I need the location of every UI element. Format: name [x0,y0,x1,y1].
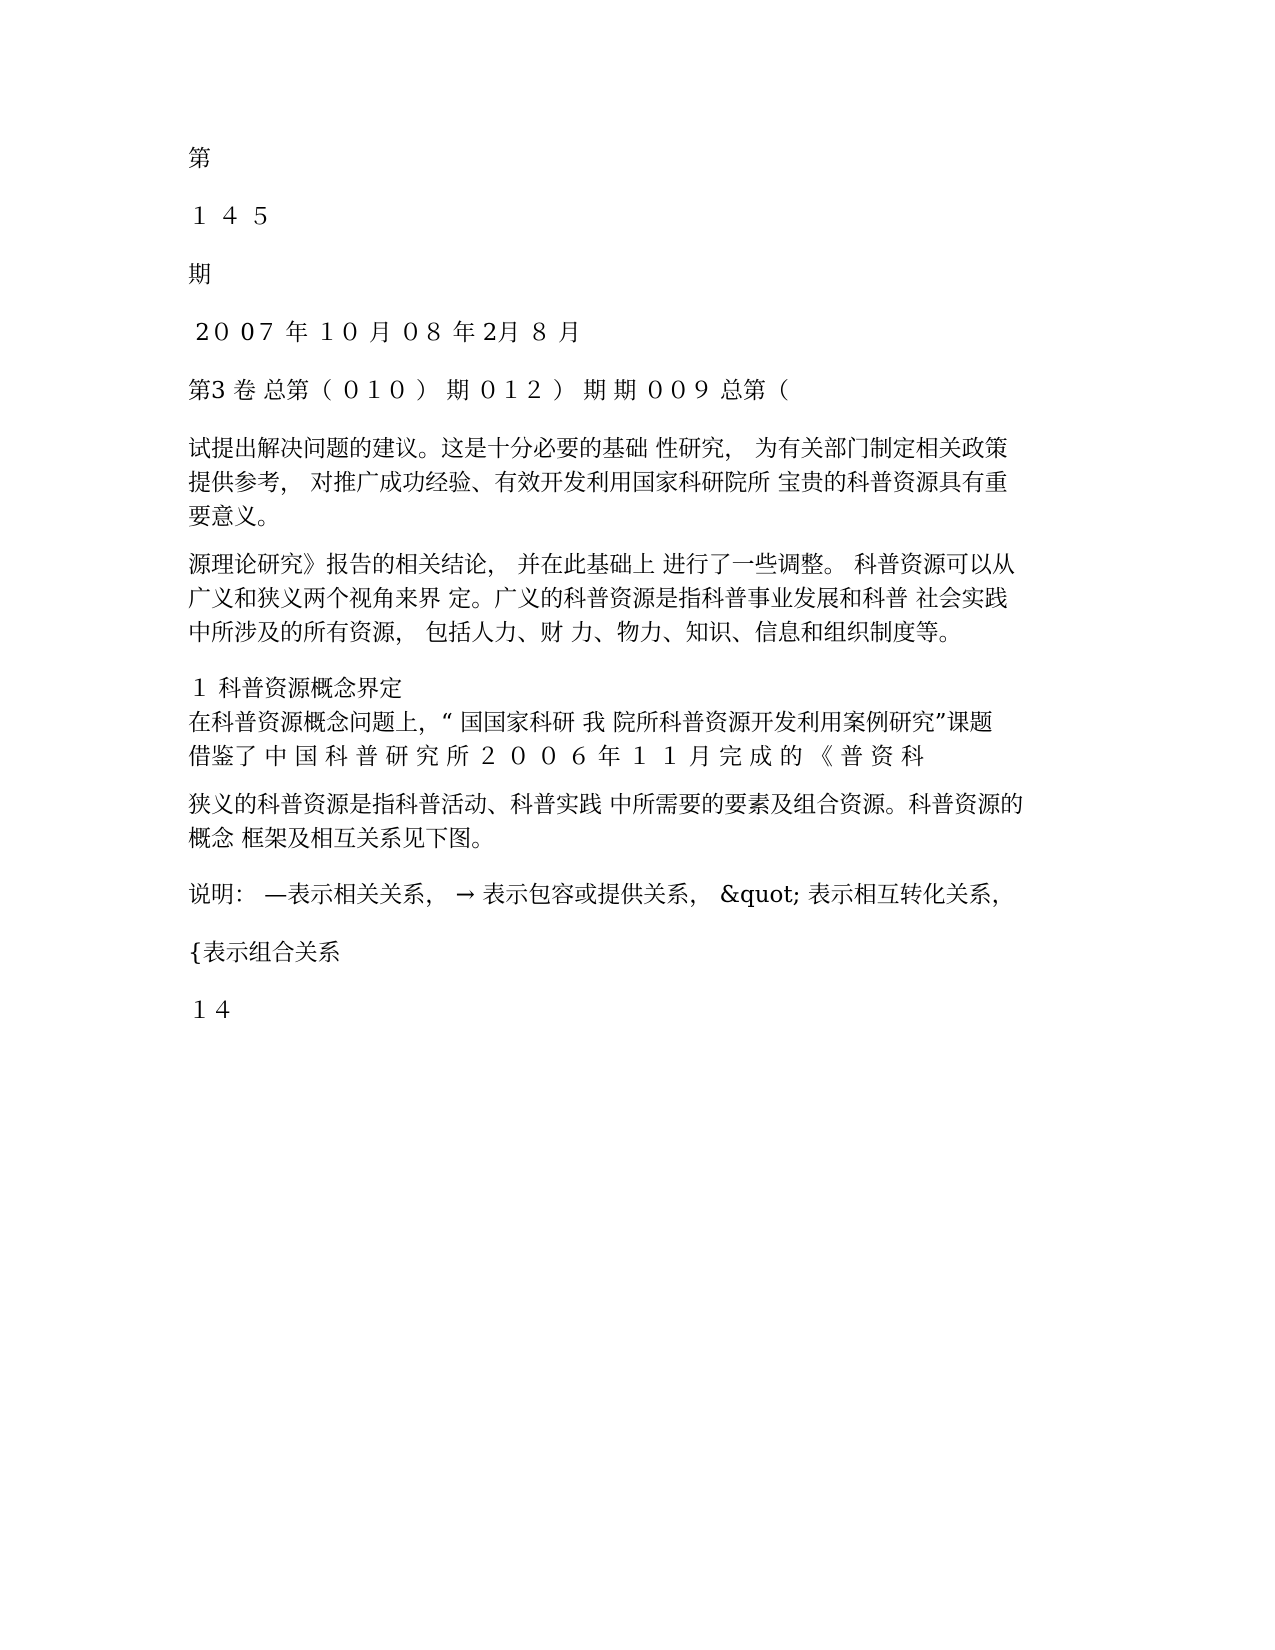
section-1-line: 在科普资源概念问题上，“ 国国家科研 我 院所科普资源开发利用案例研究”课题 [188,710,993,736]
paragraph-1-line: 提供参考， 对推广成功经验、有效开发利用国家科研院所 宝贵的科普资源具有重 [188,470,1008,496]
paragraph-2 [188,548,1088,650]
section-heading: １ 科普资源概念界定 [188,676,403,702]
paragraph-3-line: 狭义的科普资源是指科普活动、科普实践 中所需要的要素及组合资源。科普资源的 [188,792,1024,818]
legend-line-1: 说明： —表示相关关系， → 表示包容或提供关系， &quot; 表示相互转化关系， [188,882,1015,908]
header-line-2: １ ４ ５ [188,204,272,230]
paragraph-3-line: 概念 框架及相互关系见下图。 [188,826,495,852]
header-line-5: 第3 卷 总第（ ０１０ ） 期 ０１２ ） 期 期 ００９ 总第（ [188,378,790,404]
page-number: １４ [188,998,234,1024]
legend-line-2: {表示组合关系 [188,940,341,966]
paragraph-1-line: 要意义。 [188,504,280,530]
paragraph-2-line: 广义和狭义两个视角来界 定。广义的科普资源是指科普事业发展和科普 社会实践 [188,586,1008,612]
paragraph-1-line: 试提出解决问题的建议。这是十分必要的基础 性研究， 为有关部门制定相关政策 [188,436,1008,462]
paragraph-2-line: 源理论研究》报告的相关结论， 并在此基础上 进行了一些调整。 科普资源可以从 [188,552,1015,578]
paragraph-3 [188,788,1088,856]
header-line-4: 2０ 0７ 年 １０ 月 ０８ 年 2月 ８ 月 [188,320,582,346]
section-1 [188,672,1088,774]
header-line-1: 第 [188,146,211,172]
header-line-3: 期 [188,262,211,288]
paragraph-1 [188,432,1088,534]
section-1-line: 借鉴了 中 国 科 普 研 究 所 ２ ０ ０ ６ 年 １ １ 月 完 成 的 《 普 资 科 [188,744,924,770]
paragraph-2-line: 中所涉及的所有资源， 包括人力、财 力、物力、知识、信息和组织制度等。 [188,620,962,646]
